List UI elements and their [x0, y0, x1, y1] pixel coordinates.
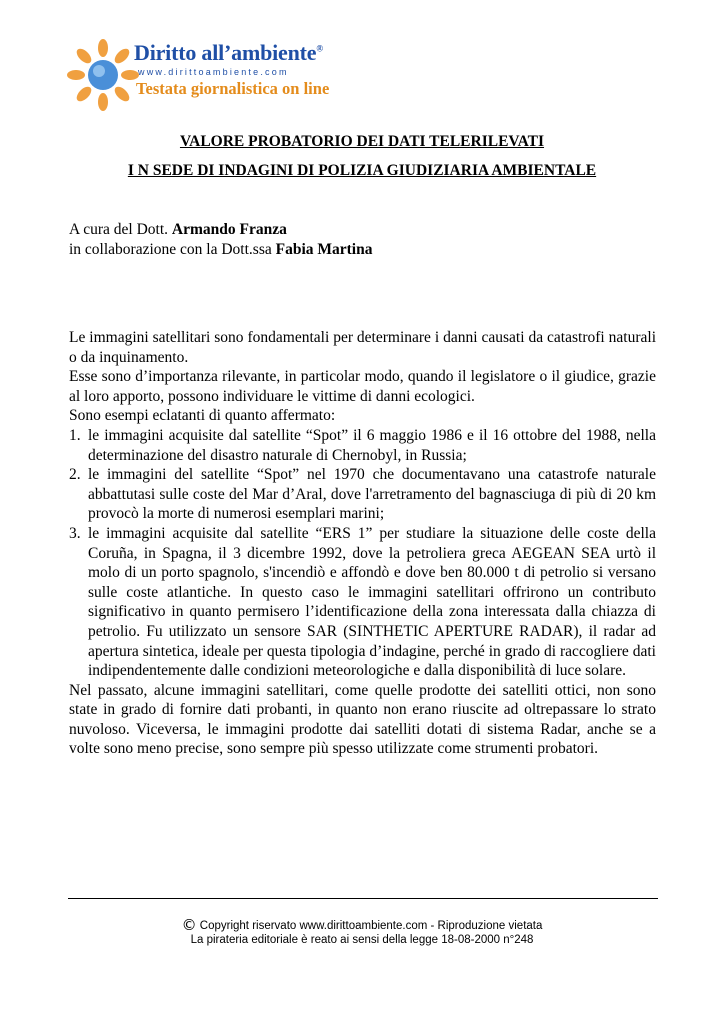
copyright-icon: © — [181, 916, 197, 934]
list-item: 1. le immagini acquisite dal satellite “Spot” il 6 maggio 1986 e il 16 ottobre del 1988, nella determinazione del disastro naturale di Chernobyl, in Russia; — [69, 426, 656, 464]
publication-logo — [66, 36, 336, 114]
paragraph: Nel passato, alcune immagini satellitari, come quelle prodotte dei satelliti ottici, non sono state in grado di fornire dati probanti, in quanto non erano riuscite ad oltrepassare lo strato nuvoloso. Viceversa, le immagini prodotte dai satelliti dotati di sistema Radar, anche se a volte sono meno precise, sono sempre più spesso utilizzate come strumenti probatori. — [69, 681, 656, 758]
sun-logo-icon — [66, 38, 140, 112]
paragraph: Esse sono d’importanza rilevante, in particolar modo, quando il legislatore o il giudice, grazie al loro apporto, possono individuare le vittime di danni ecologici. — [69, 368, 656, 405]
logo-title: Diritto all’ambiente® — [134, 40, 323, 65]
collaborator-line: in collaborazione con la Dott.ssa Fabia Martina — [69, 241, 373, 258]
document-title-line2: I N SEDE DI INDAGINI DI POLIZIA GIUDIZIARIA AMBIENTALE — [127, 162, 597, 179]
list-item: 2. le immagini del satellite “Spot” nel 1970 che documentavano una catastrofe naturale abbattutasi sulle coste del Mar d’Aral, dove l'arretramento del bagnasciuga di più di 20 km provocò la morte di numerosi esemplari marini; — [69, 466, 656, 523]
article-body — [69, 328, 656, 759]
footer-divider — [68, 898, 658, 899]
author-line: A cura del Dott. Armando Franza — [69, 221, 287, 238]
paragraph: Le immagini satellitari sono fondamentali per determinare i danni causati da catastrofi naturali o da inquinamento. — [69, 329, 656, 366]
footer-copyright: © Copyright riservato www.dirittoambiente.com - Riproduzione vietata — [181, 916, 543, 934]
footer-legal-notice: La pirateria editoriale è reato ai sensi della legge 18-08-2000 n°248 — [190, 934, 534, 946]
document-title-line1: VALORE PROBATORIO DEI DATI TELERILEVATI — [179, 133, 545, 150]
logo-url: www.dirittoambiente.com — [138, 67, 289, 77]
examples-list — [69, 426, 656, 681]
collaborator-name: Fabia Martina — [275, 241, 373, 258]
paragraph: Sono esempi eclatanti di quanto affermato: — [69, 407, 336, 425]
logo-tagline: Testata giornalistica on line — [136, 79, 330, 98]
author-name: Armando Franza — [171, 221, 287, 238]
list-item: 3. le immagini acquisite dal satellite “ERS 1” per studiare la situazione delle coste della Coruña, in Spagna, il 3 dicembre 1992, dove la petroliera greca AEGEAN SEA urtò il molo di un porto spagnolo, s'incendiò e affondò e dove ben 80.000 t di petrolio si versano sulle coste atlantiche. In questo caso le immagini satellitari offrirono un contributo significativo in quanto permisero l’identificazione della zona interessata dalla chiazza di petrolio. Fu utilizzato un sensore SAR (SINTHETIC APERTURE RADAR), il radar ad apertura sintetica, ideale per questa tipologia d’indagine, perché in grado di raccogliere dati indipendentemente dalle condizioni meteorologiche e dalla disponibilità di luce solare. — [69, 524, 656, 680]
